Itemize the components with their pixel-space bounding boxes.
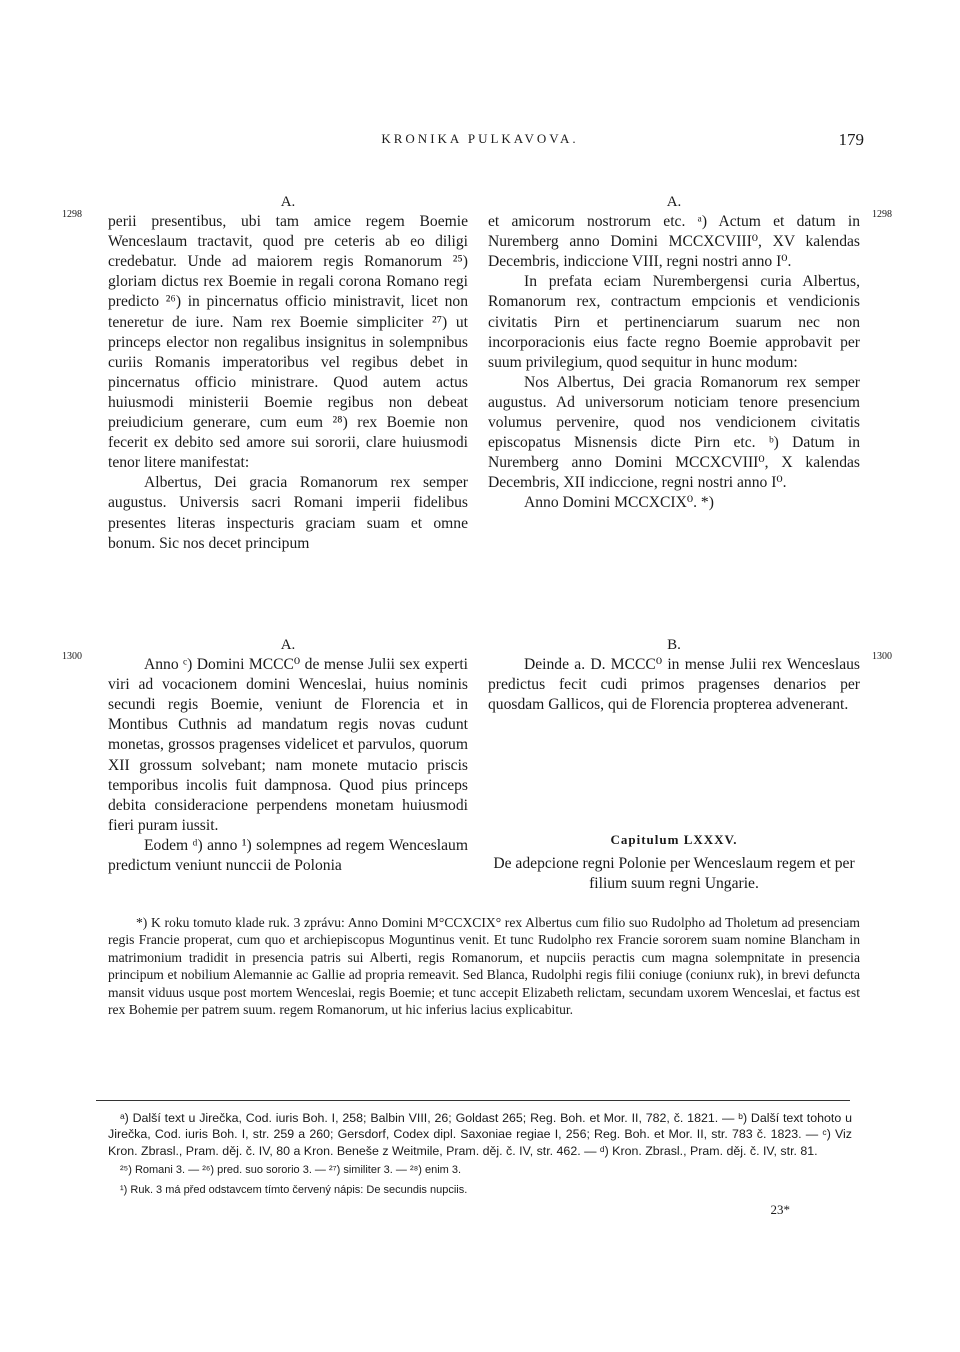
- block1-right-column: [488, 192, 860, 514]
- running-title: KRONIKA PULKAVOVA.: [381, 131, 579, 146]
- margin-year-right-1298: 1298: [872, 209, 892, 220]
- section-label: A.: [280, 637, 296, 653]
- margin-year-left-1300: 1300: [62, 651, 82, 662]
- paragraph: Deinde a. D. MCCC⁰ in mense Julii rex Wenceslaus predictus fecit cudi primos pragenses denarios per quosdam Gallicos, qui de Florencia propterea advenerant.: [488, 656, 860, 714]
- section-label: A.: [280, 194, 296, 210]
- footnote-ruk: ¹) Ruk. 3 má před odstavcem tímto červený nápis: De secundis nupciis.: [120, 1184, 468, 1196]
- footnotes-letters: ᵃ) Další text u Jirečka, Cod. iuris Boh. I, 258; Balbin VIII, 26; Goldast 265; Reg. Boh. et Mor. II, 782, č. 1821. — ᵇ) Další text tohoto u Jirečka, Cod. iuris Boh. I, str. 259 a 260; Gersdorf, Codex dipl. Saxoniae regiae I, 256; Reg. Boh. et Mor. II, str. 783 č. 1823. — ᶜ) Viz Kron. Zbrasl., Pram. děj. č. IV, 80 a Kron. Beneše z Weitmile, Pram. děj. č. IV, str. 462. — ᵈ) Kron. Zbrasl., Pram. děj. č. IV, str. 81.: [108, 1111, 852, 1158]
- editor-note: *) K roku tomuto klade ruk. 3 zprávu: Anno Domini M°CCXCIX° rex Albertus cum filio suo Rudolpho ad Tholetum ad presenciam regis Francie properat, cum quo et archiepiscopus Moguntinus venit. Et tunc Rudolpho rex Francie sororem suam nomine Blancham in matrimonium tradidit in presencia patris sui Alberti, regis Romanorum, et nupciis peractis cum magna solempnitate in presencia principum et nobilium Alemannie ac Gallie ad propria remeavit. Sed Blanca, Rudolphi regis filii coniuge (coniunx ruk), in brevi defuncta mansit viduus usque post mortem Wenceslai, regis Boemie; et tunc accepit Elizabeth relictam, secundam uxorem Wenceslai, et factus est rex Bohemie per patrem suum. regem Romanorum, ut hic inferius lacius explicabitur.: [108, 915, 860, 1018]
- section-label: A.: [666, 194, 682, 210]
- margin-year-left-1298: 1298: [62, 209, 82, 220]
- paragraph: perii presentibus, ubi tam amice regem Boemie Wenceslaum tractavit, quod pre ceteris ab eo diligi credebatur. Unde ad maiorem regis Romanorum ²⁵) gloriam dictus rex Boemie in regali corona Romano regi predicto ²⁶) in pincernatus officio ministravit, licet non teneretur de iure. Nam rex Boemie simpliciter ²⁷) ut princeps elector non regalibus insignitus in solempnibus curiis Romanis imperatoribus vel regibus debet in pincernatus officio ministrare. Quod autem actus huiusmodi ministerii Boemie regibus non debeat preiudicium generare, cum eum ²⁸) rex Boemie non fecerit ex debito sed amore sui sororii, clare huiusmodi tenor litere manifestat:: [108, 213, 468, 472]
- page-number: 179: [838, 130, 864, 149]
- paragraph: Anno ᶜ) Domini MCCC⁰ de mense Julii sex experti viri ad vocacionem domini Wenceslai, huius nominis secundi regis Boemie, veniunt de Florencia et in Montibus Cuthnis ad mandatum regis novas cudunt monetas, grossos pragenses videlicet et parvulos, quorum XII grossum solvebant; nam monete mutacio priscis temporibus incolis fuit dampnosa. Quod pius princeps debita consideracione perpendens monetam huiusmodi fieri puram iussit.: [108, 656, 468, 834]
- paragraph: Albertus, Dei gracia Romanorum rex semper augustus. Universis sacri Romani imperii fidelibus presentes literas inspecturis graciam suam et omne bonum. Sic nos decet principum: [108, 474, 468, 552]
- footnotes-numbers: ²⁵) Romani 3. — ²⁶) pred. suo sororio 3. — ²⁷) similiter 3. — ²⁸) enim 3.: [120, 1164, 462, 1176]
- chapter-text: De adepcione regni Polonie per Wenceslaum regem et per filium suum regni Ungarie.: [493, 855, 855, 893]
- chapter-title: Capitulum LXXXV.: [610, 832, 738, 847]
- section-label: B.: [667, 637, 681, 653]
- paragraph: Anno Domini MCCXCIX⁰. *): [524, 494, 714, 512]
- footnote-divider: [96, 1100, 850, 1101]
- margin-year-right-1300: 1300: [872, 651, 892, 662]
- paragraph: et amicorum nostrorum etc. ᵃ) Actum et datum in Nuremberg anno Domini MCCXCVIII⁰, XV kalendas Decembris, indiccione VIII, regni nostri anno I⁰.: [488, 213, 860, 271]
- signature-mark: 23*: [770, 1202, 790, 1217]
- paragraph: Eodem ᵈ) anno ¹) solempnes ad regem Wenceslaum predictum veniunt nunccii de Polonia: [108, 836, 468, 875]
- block1-left-column: [108, 192, 468, 554]
- block2-left-column: [108, 635, 468, 876]
- paragraph: Nos Albertus, Dei gracia Romanorum rex semper augustus. Ad universorum noticiam tenore presencium volumus pervenire, quod nos vendicionem civitatis episcopatus Misnensis dicte Pirn etc. ᵇ) Datum in Nuremberg anno Domini MCCXCVIII⁰, X kalendas Decembris, XII indiccione, regni nostri anno I⁰.: [488, 373, 860, 492]
- paragraph: In prefata eciam Nurembergensi curia Albertus, Romanorum rex, contractum empcionis et vendicionis civitatis Pirn et pertinenciarum suarum nec non incorporacionis eius facte regno Boemie approbavit per suum privilegium, quod sequitur in hunc modum:: [488, 273, 860, 371]
- block2-right-column: [488, 635, 860, 715]
